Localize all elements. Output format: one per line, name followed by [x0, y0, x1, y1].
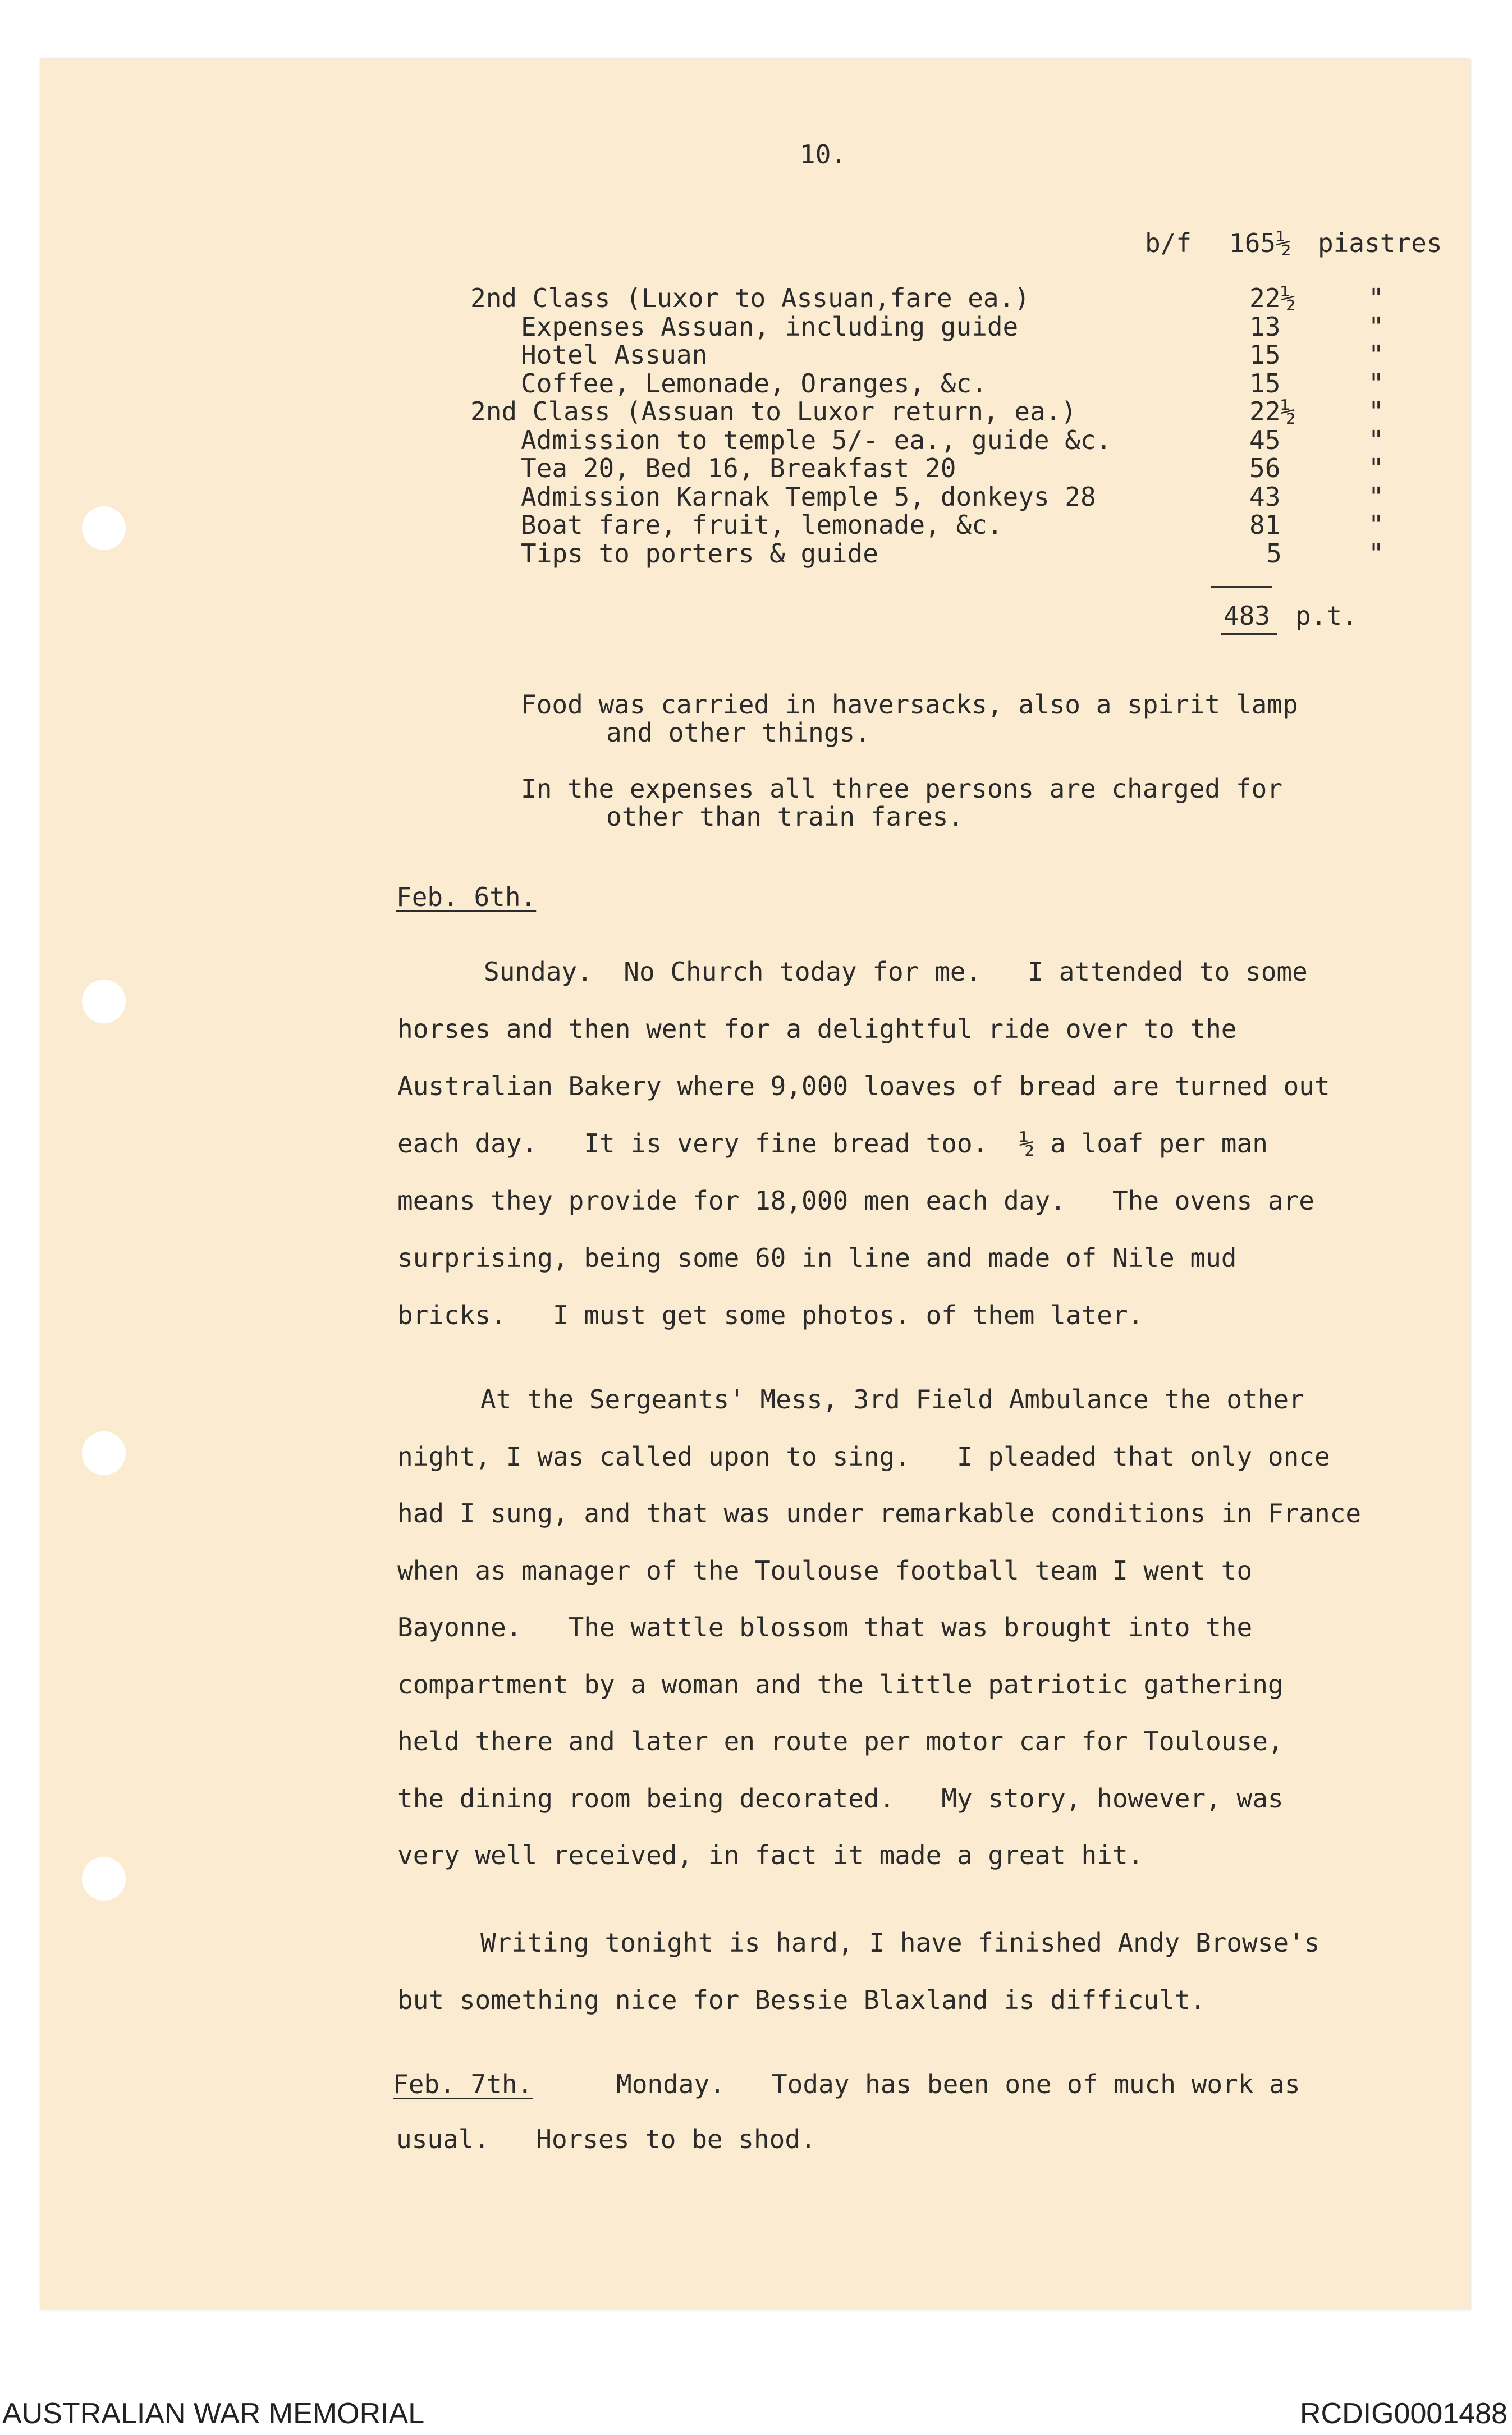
body-line: At the Sergeants' Mess, 3rd Field Ambulance the other — [480, 1384, 1304, 1415]
ditto-mark: " — [1368, 283, 1384, 313]
expense-item: 2nd Class (Assuan to Luxor return, ea.) — [470, 396, 1077, 427]
expense-amount: 43 — [1249, 481, 1281, 512]
expense-amount: 45 — [1249, 424, 1281, 455]
body-line: Bayonne. The wattle blossom that was brought into the — [397, 1612, 1253, 1642]
expense-amount: 13 — [1249, 311, 1281, 342]
body-line: very well received, in fact it made a great hit. — [397, 1840, 1144, 1870]
expense-amount: 22½ — [1249, 283, 1296, 313]
ditto-mark: " — [1368, 396, 1384, 427]
body-line: Australian Bakery where 9,000 loaves of bread are turned out — [397, 1071, 1330, 1101]
note-line: Food was carried in haversacks, also a spirit lamp — [521, 689, 1298, 720]
body-line: had I sung, and that was under remarkable conditions in France — [397, 1498, 1362, 1528]
expense-item: Admission Karnak Temple 5, donkeys 28 — [521, 481, 1096, 512]
punch-hole — [82, 1857, 126, 1901]
expense-amount: 56 — [1249, 453, 1281, 483]
expense-item: Boat fare, fruit, lemonade, &c. — [521, 510, 1003, 540]
body-line: bricks. I must get some photos. of them later. — [397, 1300, 1144, 1330]
total-unit: p.t. — [1295, 601, 1358, 631]
entry-feb7-line: usual. Horses to be shod. — [396, 2124, 816, 2154]
sum-rule — [1211, 586, 1272, 588]
ditto-mark: " — [1368, 538, 1384, 569]
body-line: surprising, being some 60 in line and made of Nile mud — [397, 1243, 1237, 1273]
total-underline — [1221, 633, 1277, 635]
expense-amount: 22½ — [1249, 396, 1296, 427]
body-line: Sunday. No Church today for me. I attended to some — [484, 956, 1308, 987]
body-line: horses and then went for a delightful ride over to the — [397, 1014, 1237, 1044]
ditto-mark: " — [1368, 340, 1384, 370]
expense-amount: 81 — [1249, 510, 1281, 540]
note-line: In the expenses all three persons are charged for — [521, 773, 1283, 804]
ditto-mark: " — [1368, 481, 1384, 512]
ditto-mark: " — [1368, 424, 1384, 455]
expense-amount: 15 — [1249, 368, 1281, 399]
body-line: each day. It is very fine bread too. ½ a loaf per man — [397, 1128, 1268, 1159]
ditto-mark: " — [1368, 368, 1384, 399]
body-line: but something nice for Bessie Blaxland is difficult. — [397, 1985, 1206, 2015]
body-line: night, I was called upon to sing. I pleaded that only once — [397, 1441, 1330, 1472]
expense-item: Coffee, Lemonade, Oranges, &c. — [521, 368, 987, 399]
brought-forward-label: b/f — [1145, 228, 1192, 258]
body-line: when as manager of the Toulouse football team I went to — [397, 1555, 1253, 1586]
total-amount: 483 — [1224, 601, 1271, 631]
entry-feb7-line: Monday. Today has been one of much work as — [616, 2069, 1300, 2099]
body-line: means they provide for 18,000 men each day. The ovens are — [397, 1186, 1314, 1216]
ditto-mark: " — [1368, 510, 1384, 540]
expense-amount: 15 — [1249, 340, 1281, 370]
footer-archive-name: AUSTRALIAN WAR MEMORIAL — [2, 2397, 425, 2430]
brought-forward-amount: 165½ — [1229, 228, 1291, 258]
footer-record-id: RCDIG0001488 — [1300, 2397, 1508, 2430]
ditto-mark: " — [1368, 453, 1384, 483]
entry-date-feb6: Feb. 6th. — [396, 882, 537, 912]
brought-forward-unit: piastres — [1318, 228, 1442, 258]
note-line: other than train fares. — [606, 802, 964, 832]
punch-hole — [82, 1431, 126, 1475]
body-line: compartment by a woman and the little patriotic gathering — [397, 1669, 1284, 1700]
note-line: and other things. — [606, 717, 870, 748]
body-line: held there and later en route per motor car for Toulouse, — [397, 1726, 1284, 1756]
punch-hole — [82, 980, 126, 1023]
expense-item: 2nd Class (Luxor to Assuan,fare ea.) — [470, 283, 1030, 313]
entry-date-feb7: Feb. 7th. — [393, 2069, 533, 2099]
expense-item: Hotel Assuan — [521, 340, 708, 370]
expense-item: Tips to porters & guide — [521, 538, 878, 569]
body-line: the dining room being decorated. My story, however, was — [397, 1783, 1284, 1814]
expense-amount: 5 — [1266, 538, 1282, 569]
body-line: Writing tonight is hard, I have finished Andy Browse's — [480, 1928, 1320, 1958]
expense-item: Admission to temple 5/- ea., guide &c. — [521, 424, 1112, 455]
ditto-mark: " — [1368, 311, 1384, 342]
punch-hole — [82, 506, 126, 550]
expense-item: Tea 20, Bed 16, Breakfast 20 — [521, 453, 956, 483]
expense-item: Expenses Assuan, including guide — [521, 311, 1019, 342]
page-number: 10. — [800, 139, 847, 170]
